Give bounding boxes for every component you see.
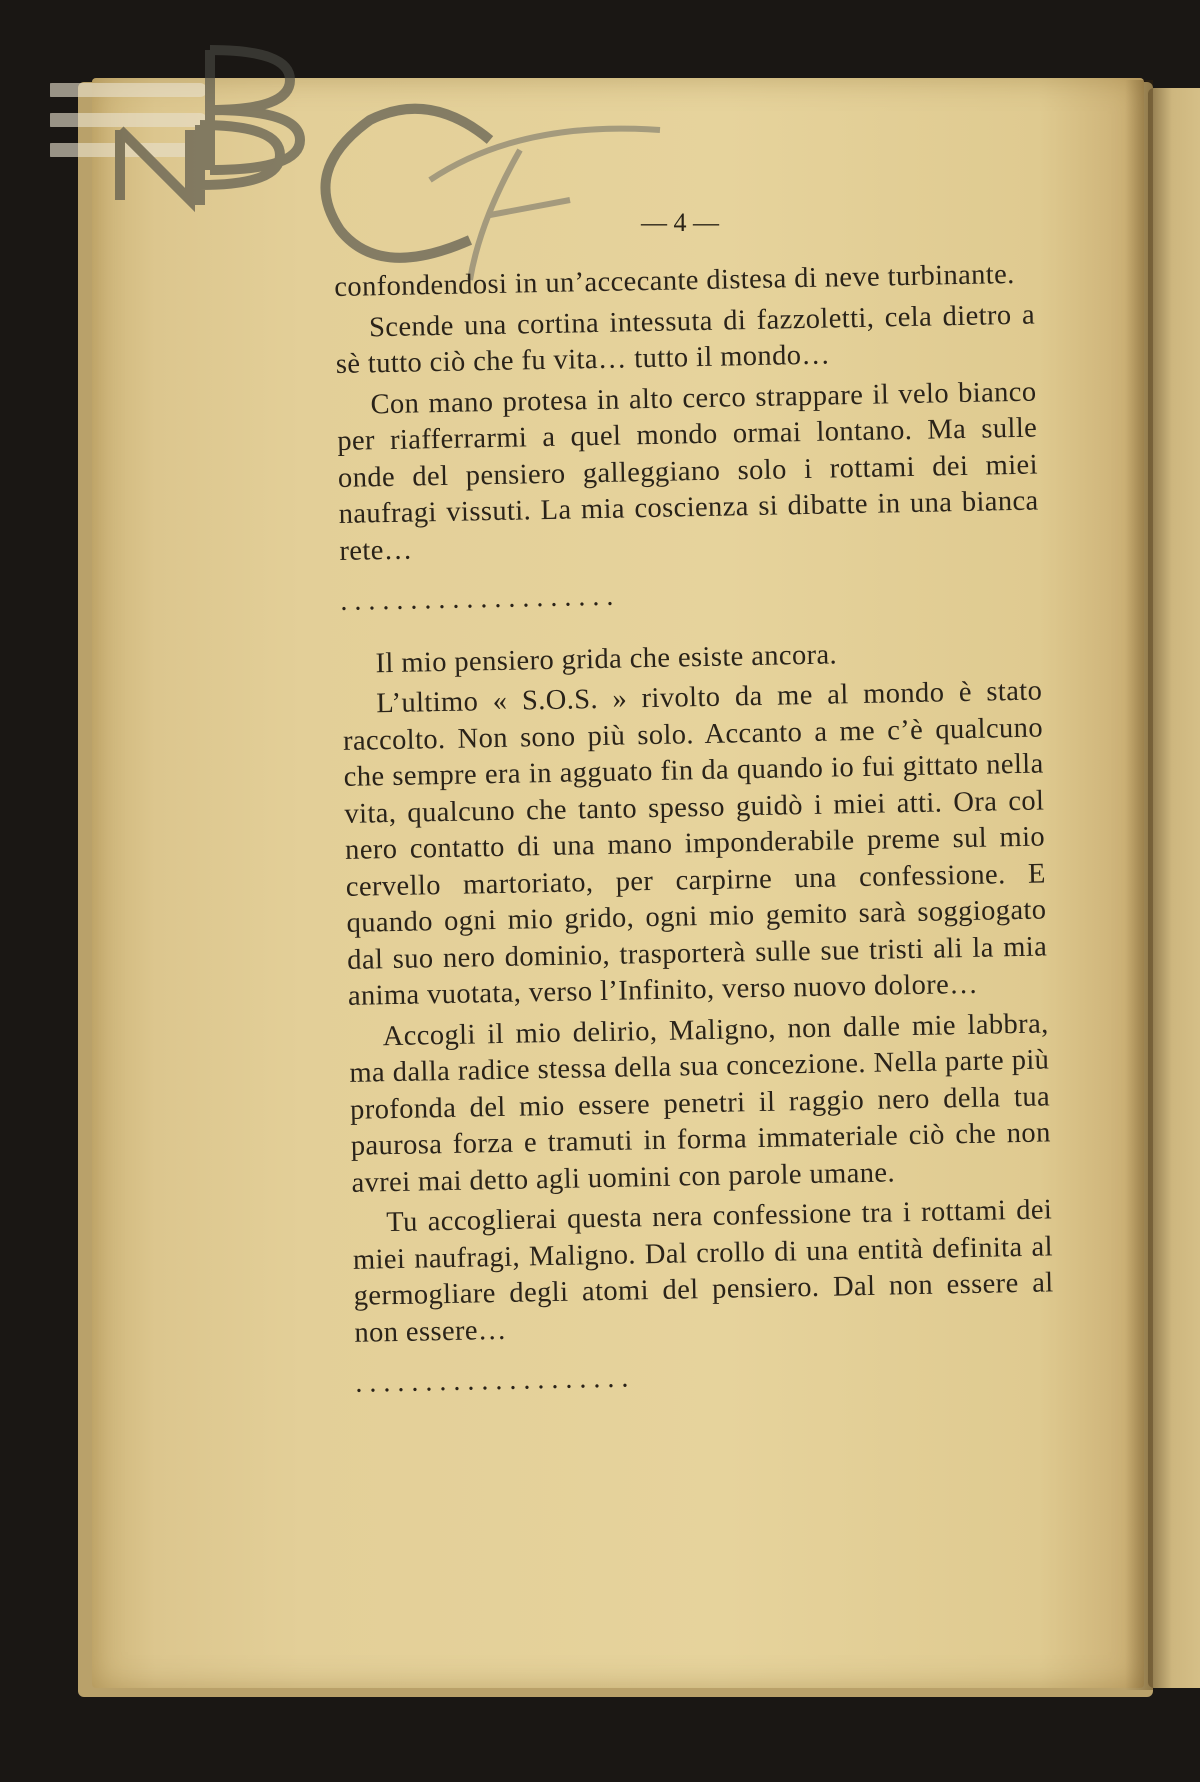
facing-page-edge: [1148, 88, 1200, 1688]
paragraph: confondendosi in un’accecante distesa di neve turbinante.: [334, 258, 1015, 303]
page-number: — 4 —: [641, 208, 719, 237]
paragraph: Il mio pensiero grida che esiste ancora.: [375, 638, 838, 679]
gutter-shadow: [1125, 80, 1153, 1690]
paragraph: Con mano protesa in alto cerco strappare il velo bianco per riafferrarmi a quel mondo ormai lontano. Ma sulle onde del pensiero galleggiano solo i rottami dei miei naufragi vissuti. La mia coscienza si dibatte in una bianca rete…: [336, 376, 1039, 567]
page-body-text: [334, 257, 1056, 1429]
paragraph: Accogli il mio delirio, Maligno, non dalle mie labbra, ma dalla radice stessa della sua concezione. Nella parte più profonda del mio essere penetri il raggio nero della tua paurosa forza e tramuti in forma immateriale ciò che non avrei mai detto agli uomini con parole umane.: [349, 1007, 1051, 1199]
dotted-separator: . . . . . . . . . . . . . . . . . . . .: [355, 1362, 629, 1399]
paragraph: Tu accoglierai questa nera confessione tra i rottami dei miei naufragi, Maligno. Dal crollo di una entità definita al germogliare degli atomi del pensiero. Dal non essere al non essere…: [352, 1194, 1054, 1349]
paragraph: Scende una cortina intessuta di fazzoletti, cela dietro a sè tutto ciò che fu vita… tutto il mondo…: [335, 299, 1036, 380]
paragraph: L’ultimo « S.O.S. » rivolto da me al mondo è stato raccolto. Non sono più solo. Accanto a me c’è qualcuno che sempre era in agguato fin da quando io fui gittato nella vita, qualcuno che tanto spesso guidò i miei atti. Ora col nero contatto di una mano imponderabile preme sul mio cervello martoriato, per carpirne una confessione. E quando ogni mio grido, ogni mio gemito sarà soggiogato dal suo nero dominio, trasporterà sulle sue tristi ali la mia anima vuotata, verso l’Infinito, verso nuovo dolore…: [342, 675, 1048, 1012]
dotted-separator: . . . . . . . . . . . . . . . . . . . .: [340, 580, 614, 617]
